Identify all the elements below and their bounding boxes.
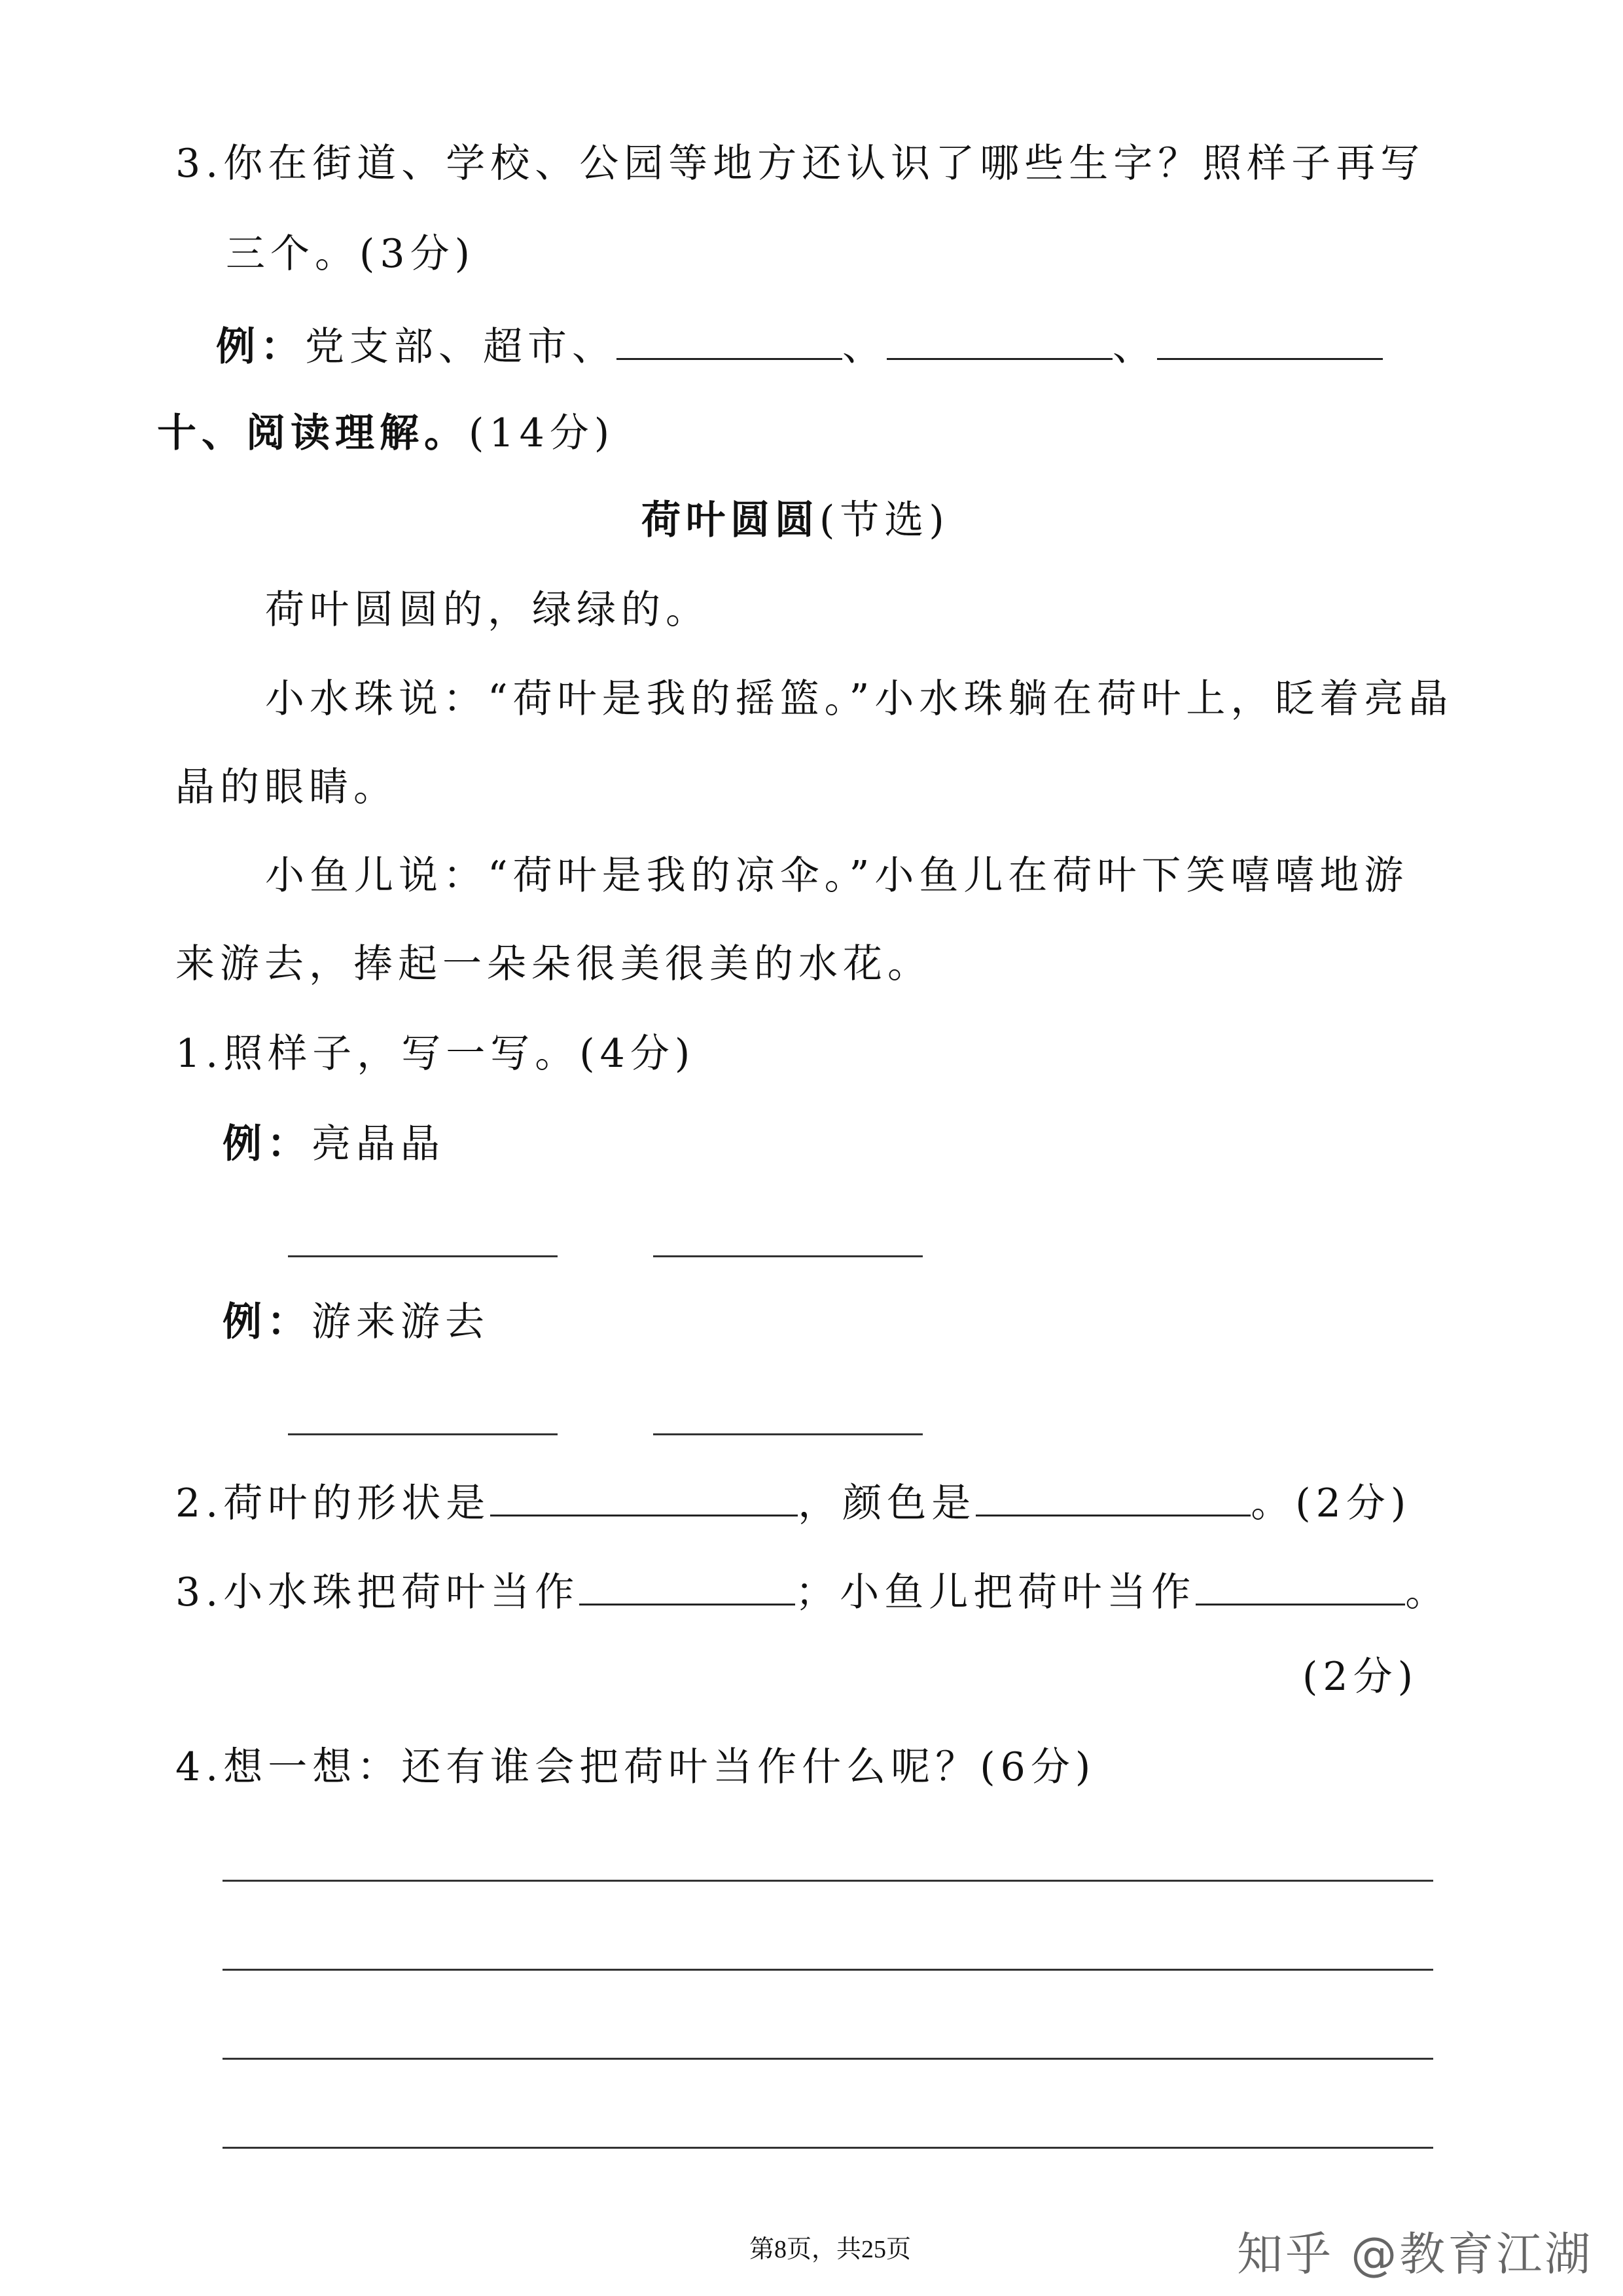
passage-p3-line1: 小鱼儿说：“荷叶是我的凉伞。”小鱼儿在荷叶下笑嘻嘻地游: [265, 853, 1409, 899]
q2-part-a: 2.荷叶的形状是: [175, 1480, 491, 1526]
answer-blank[interactable]: [616, 317, 842, 360]
writing-line[interactable]: [223, 2058, 1433, 2060]
answer-line[interactable]: [653, 1255, 923, 1257]
answer-blank[interactable]: [887, 317, 1113, 360]
example-label: 例：: [223, 1299, 312, 1345]
answer-line[interactable]: [653, 1433, 923, 1435]
color-answer-blank[interactable]: [976, 1474, 1251, 1516]
passage-title-text: 荷叶圆圆: [641, 497, 819, 543]
passage-p3-line2: 来游去，捧起一朵朵很美很美的水花。: [175, 941, 932, 987]
q3-part-a: 3.小水珠把荷叶当作: [175, 1570, 580, 1615]
shape-answer-blank[interactable]: [490, 1474, 798, 1516]
answer-blank[interactable]: [1157, 317, 1383, 360]
example-label: 例：: [223, 1121, 312, 1167]
section-score: (14分): [469, 410, 615, 456]
example-label: 例：: [216, 324, 305, 370]
q2-part-b: ，颜色是: [798, 1480, 976, 1526]
q3-line: [175, 1563, 1450, 1619]
example-word: 亮晶晶: [312, 1121, 445, 1167]
passage-title: [641, 494, 950, 547]
answer-blank[interactable]: [579, 1563, 795, 1605]
answer-line[interactable]: [288, 1255, 558, 1257]
writing-line[interactable]: [223, 2147, 1433, 2149]
q4-prompt: 4.想一想：还有谁会把荷叶当作什么呢？(6分): [175, 1744, 1096, 1790]
q3-prev-line2: 三个。(3分): [226, 231, 475, 277]
q1-example-1: [223, 1118, 445, 1170]
writing-line[interactable]: [223, 1880, 1433, 1882]
page-number: 第8页，共25页: [749, 2236, 912, 2263]
q3-prev-example: [216, 317, 1383, 373]
q3-part-c: 。: [1405, 1570, 1450, 1615]
q2-part-c: 。(2分): [1251, 1480, 1412, 1526]
answer-blank[interactable]: [1196, 1563, 1405, 1605]
q2-line: [175, 1474, 1411, 1530]
passage-p2-line2: 晶的眼睛。: [175, 764, 398, 810]
passage-p2-line1: 小水珠说：“荷叶是我的摇篮。”小水珠躺在荷叶上，眨着亮晶: [265, 676, 1454, 722]
passage-subtitle: (节选): [819, 497, 950, 543]
q3-prev-line1: 3.你在街道、学校、公园等地方还认识了哪些生字？照样子再写: [175, 141, 1425, 187]
section-10-heading: [157, 407, 615, 459]
example-text: 党支部、超市、: [305, 324, 616, 370]
q1-prompt: 1.照样子，写一写。(4分): [175, 1031, 696, 1077]
q3-score: (2分): [1302, 1654, 1418, 1700]
q1-example-2: [223, 1296, 490, 1348]
writing-line[interactable]: [223, 1969, 1433, 1971]
q3-part-b: ；小鱼儿把荷叶当作: [795, 1570, 1196, 1615]
example-word: 游来游去: [312, 1299, 490, 1345]
separator: 、: [842, 324, 887, 370]
separator: 、: [1113, 324, 1157, 370]
watermark: 知乎 @教育江湖: [1237, 2227, 1594, 2281]
passage-p1: 荷叶圆圆的，绿绿的。: [265, 587, 710, 633]
answer-line[interactable]: [288, 1433, 558, 1435]
section-title: 十、阅读理解。: [157, 410, 469, 456]
